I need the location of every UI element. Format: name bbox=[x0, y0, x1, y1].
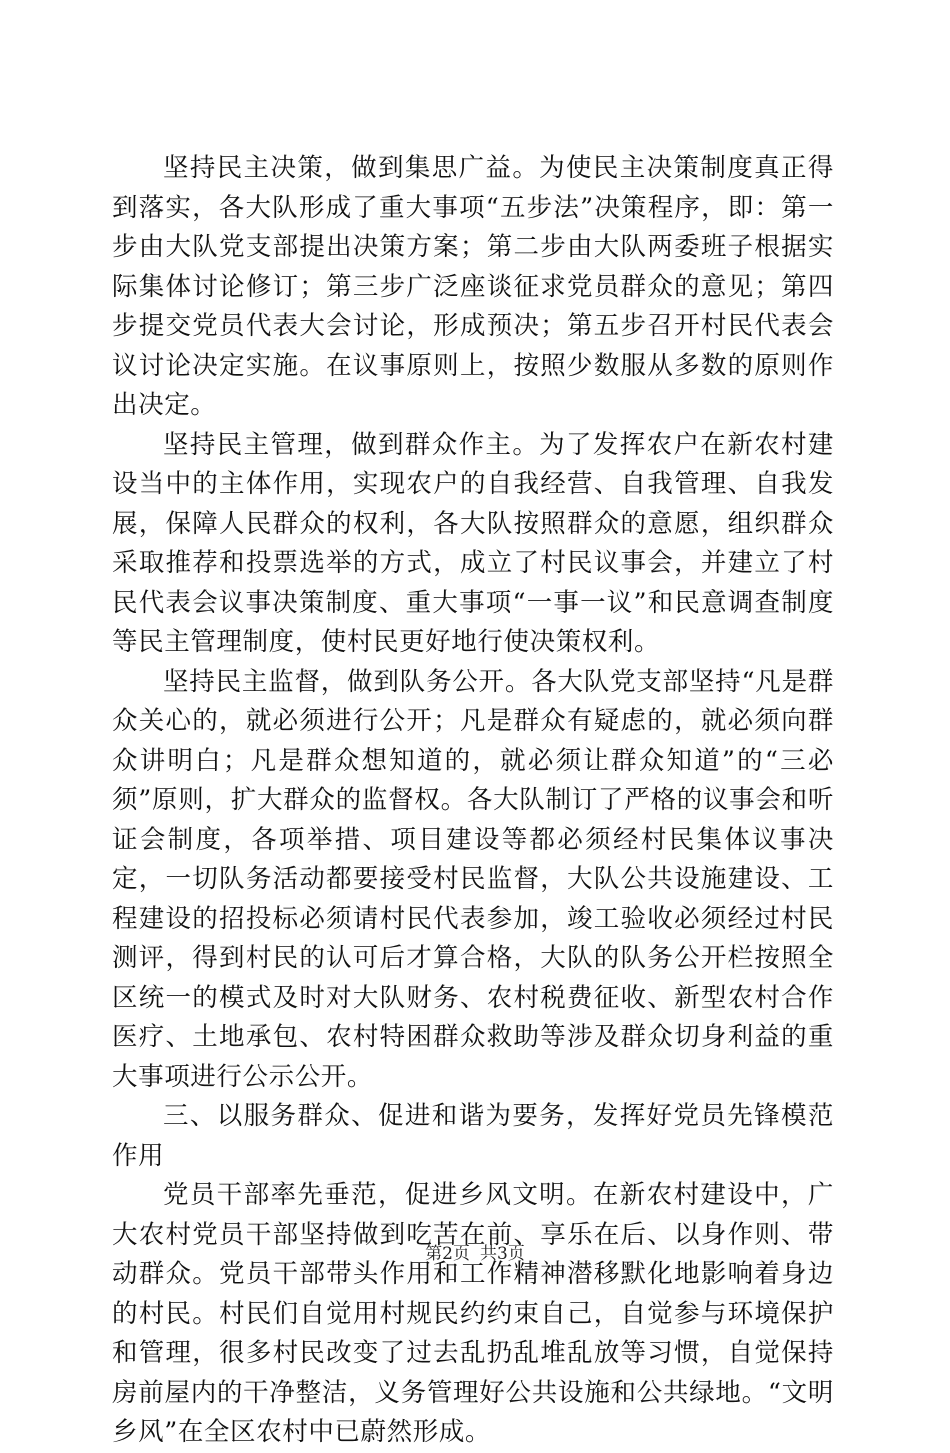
paragraph-democratic-management: 坚持民主管理，做到群众作主。为了发挥农户在新农村建设当中的主体作用，实现农户的自我经营、自我管理、自我发展，保障人民群众的权利，各大队按照群众的意愿，组织群众采取推荐和投票选举的方式，成立了村民议事会，并建立了村民代表会议事决策制度、重大事项“一事一议”和民意调查制度等民主管理制度，使村民更好地行使决策权利。 bbox=[112, 429, 834, 657]
section-heading-three: 三、以服务群众、促进和谐为要务，发挥好党员先锋模范作用 bbox=[112, 1101, 834, 1171]
paragraph-democratic-decision: 坚持民主决策，做到集思广益。为使民主决策制度真正得到落实，各大队形成了重大事项“五步法”决策程序，即：第一步由大队党支部提出决策方案；第二步由大队两委班子根据实际集体讨论修订；第三步广泛座谈征求党员群众的意见；第四步提交党员代表大会讨论，形成预决；第五步召开村民代表会议讨论决定实施。在议事原则上，按照少数服从多数的原则作出决定。 bbox=[112, 153, 834, 420]
paragraph-democratic-supervision: 坚持民主监督，做到队务公开。各大队党支部坚持“凡是群众关心的，就必须进行公开；凡是群众有疑虑的，就必须向群众讲明白；凡是群众想知道的，就必须让群众知道”的“三必须”原则，扩大群众的监督权。各大队制订了严格的议事会和听证会制度，各项举措、项目建设等都必须经村民集体议事决定，一切队务活动都要接受村民监督，大队公共设施建设、工程建设的招投标必须请村民代表参加，竣工验收必须经过村民测评，得到村民的认可后才算合格，大队的队务公开栏按照全区统一的模式及时对大队财务、农村税费征收、新型农村合作医疗、土地承包、农村特困群众救助等涉及群众切身利益的重大事项进行公示公开。 bbox=[112, 666, 834, 1092]
paragraph-party-members-example: 党员干部率先垂范，促进乡风文明。在新农村建设中，广大农村党员干部坚持做到吃苦在前、享乐在后、以身作则、带动群众。党员干部带头作用和工作精神潜移默化地影响着身边的村民。村民们自觉用村规民约约束自己，自觉参与环境保护和管理，很多村民改变了过去乱扔乱堆乱放等习惯，自觉保持房前屋内的干净整洁，义务管理好公共设施和公共绿地。“文明乡风”在全区农村中已蔚然形成。 bbox=[112, 1180, 834, 1447]
page-footer bbox=[0, 1243, 950, 1265]
page-number-total: 共3页 bbox=[480, 1244, 525, 1264]
page-number-current: 第2页 bbox=[425, 1244, 470, 1264]
